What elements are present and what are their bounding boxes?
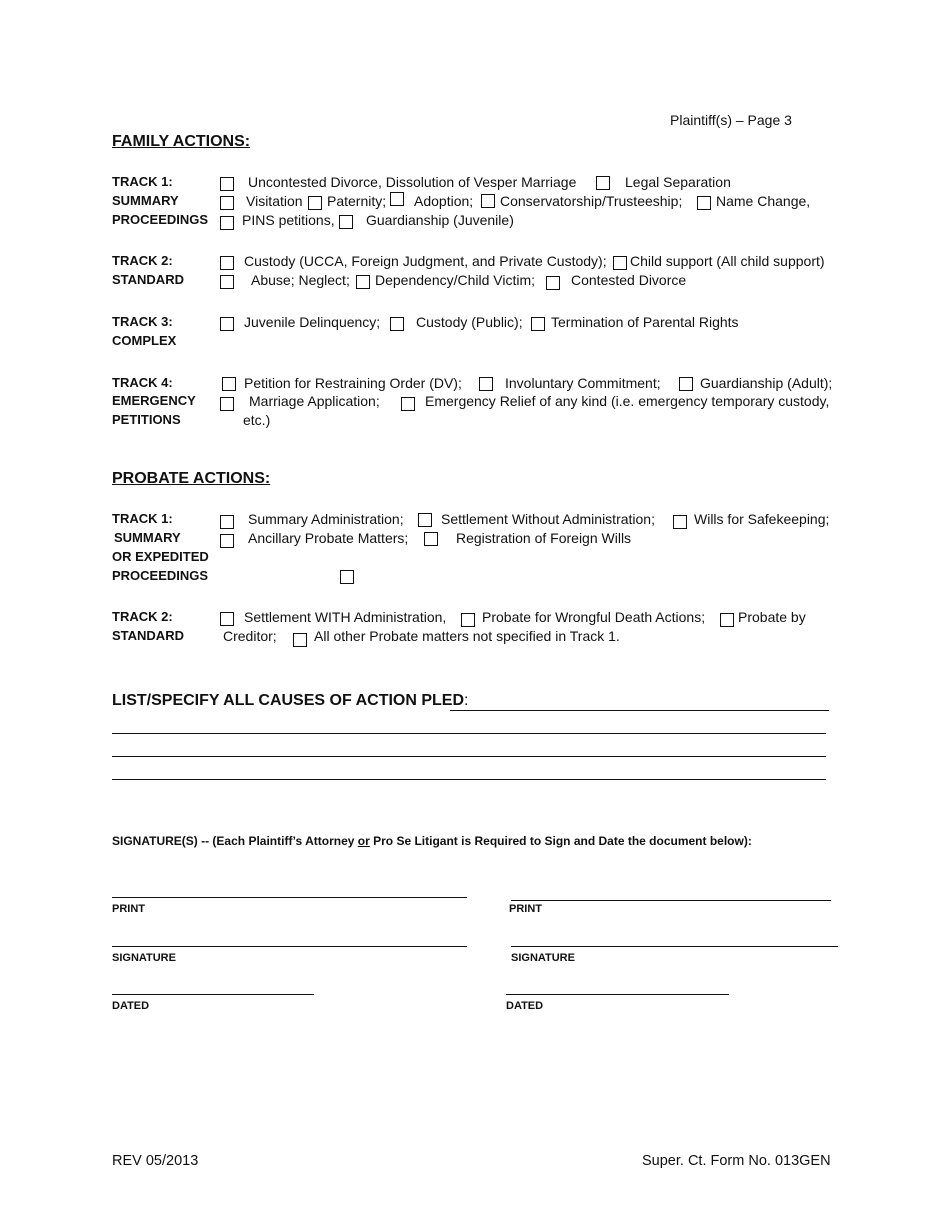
print-line-left[interactable]: [112, 897, 467, 898]
option-label: Registration of Foreign Wills: [456, 530, 632, 546]
option-label-continuation: Creditor;: [223, 628, 277, 644]
termination-parental-rights-checkbox[interactable]: [531, 317, 545, 331]
heading-text: SIGNATURE(S) -- (Each Plaintiff’s Attorney: [112, 834, 358, 848]
option-label: Child support (All child support): [630, 253, 825, 269]
dated-line-left[interactable]: [112, 994, 314, 995]
option-label: Ancillary Probate Matters;: [248, 530, 409, 546]
causes-input-line[interactable]: [450, 710, 829, 711]
option-label: Emergency Relief of any kind (i.e. emergency temporary custody,: [425, 393, 830, 409]
heading-text: Pro Se Litigant is Required to Sign and Date the document below):: [369, 834, 752, 848]
probate-actions-title: PROBATE ACTIONS:: [112, 470, 271, 487]
print-line-right[interactable]: [511, 900, 831, 901]
option-label: Wills for Safekeeping;: [694, 511, 830, 527]
track-label: TRACK 4:: [112, 375, 173, 390]
uncontested-divorce-checkbox[interactable]: [220, 177, 234, 191]
custody-public-checkbox[interactable]: [390, 317, 404, 331]
track-label: STANDARD: [112, 272, 184, 287]
option-label: Custody (Public);: [416, 314, 523, 330]
option-label: Visitation: [246, 193, 303, 209]
all-other-probate-checkbox[interactable]: [293, 633, 307, 647]
conservatorship-checkbox[interactable]: [481, 194, 495, 208]
child-support-checkbox[interactable]: [613, 256, 627, 270]
emergency-relief-checkbox[interactable]: [401, 397, 415, 411]
option-label: Legal Separation: [625, 174, 731, 190]
track-label: TRACK 2:: [112, 253, 173, 268]
signatures-heading: [112, 834, 752, 848]
guardianship-juvenile-checkbox[interactable]: [339, 215, 353, 229]
settlement-without-administration-checkbox[interactable]: [418, 513, 432, 527]
track-label: TRACK 2:: [112, 609, 173, 624]
track-label: SUMMARY: [114, 530, 181, 545]
option-label: Summary Administration;: [248, 511, 404, 527]
dated-line-right[interactable]: [506, 994, 729, 995]
pins-petitions-checkbox[interactable]: [220, 216, 234, 230]
option-label: Name Change,: [716, 193, 811, 209]
dated-label: DATED: [506, 1000, 544, 1012]
guardianship-adult-checkbox[interactable]: [679, 377, 693, 391]
summary-administration-checkbox[interactable]: [220, 515, 234, 529]
signature-line-left[interactable]: [112, 946, 467, 947]
custody-checkbox[interactable]: [220, 256, 234, 270]
involuntary-commitment-checkbox[interactable]: [479, 377, 493, 391]
print-label: PRINT: [112, 903, 145, 915]
option-label: Dependency/Child Victim;: [375, 272, 536, 288]
option-label: Juvenile Delinquency;: [244, 314, 381, 330]
wills-safekeeping-checkbox[interactable]: [673, 515, 687, 529]
dated-label: DATED: [112, 1000, 150, 1012]
option-label: Probate for Wrongful Death Actions;: [482, 609, 706, 625]
option-label: Probate by: [738, 609, 806, 625]
visitation-checkbox[interactable]: [220, 196, 234, 210]
track-label: OR EXPEDITED: [112, 549, 209, 564]
settlement-with-administration-checkbox[interactable]: [220, 612, 234, 626]
signature-label: SIGNATURE: [511, 952, 575, 964]
adoption-checkbox[interactable]: [390, 192, 404, 206]
causes-input-line[interactable]: [112, 779, 826, 780]
option-label: Adoption;: [414, 193, 474, 209]
track-label: COMPLEX: [112, 333, 177, 348]
option-label: Marriage Application;: [249, 393, 380, 409]
option-label: Custody (UCCA, Foreign Judgment, and Private Custody);: [244, 253, 607, 269]
juvenile-delinquency-checkbox[interactable]: [220, 317, 234, 331]
name-change-checkbox[interactable]: [697, 196, 711, 210]
dependency-checkbox[interactable]: [356, 275, 370, 289]
track-label: PROCEEDINGS: [112, 568, 209, 583]
revision-label: REV 05/2013: [112, 1153, 199, 1169]
option-label: Petition for Restraining Order (DV);: [244, 375, 462, 391]
probate-by-creditor-checkbox[interactable]: [720, 613, 734, 627]
option-label: Conservatorship/Trusteeship;: [500, 193, 683, 209]
causes-label: LIST/SPECIFY ALL CAUSES OF ACTION PLED: [112, 692, 465, 709]
track-label: PROCEEDINGS: [112, 212, 209, 227]
signature-line-right[interactable]: [511, 946, 838, 947]
option-label: Paternity;: [327, 193, 387, 209]
track-label: STANDARD: [112, 628, 184, 643]
track-label: TRACK 1:: [112, 174, 173, 189]
option-label: Guardianship (Adult);: [700, 375, 833, 391]
wrongful-death-checkbox[interactable]: [461, 613, 475, 627]
contested-divorce-checkbox[interactable]: [546, 276, 560, 290]
abuse-neglect-checkbox[interactable]: [220, 275, 234, 289]
option-label: PINS petitions,: [242, 212, 335, 228]
track-label: TRACK 1:: [112, 511, 173, 526]
track-label: EMERGENCY: [112, 393, 196, 408]
registration-foreign-wills-checkbox[interactable]: [424, 532, 438, 546]
print-label: PRINT: [509, 903, 542, 915]
option-label-continuation: etc.): [243, 412, 271, 428]
option-label: Involuntary Commitment;: [505, 375, 661, 391]
causes-input-line[interactable]: [112, 733, 826, 734]
option-label: Guardianship (Juvenile): [366, 212, 514, 228]
form-number-label: Super. Ct. Form No. 013GEN: [642, 1153, 831, 1169]
paternity-checkbox[interactable]: [308, 196, 322, 210]
restraining-order-checkbox[interactable]: [222, 377, 236, 391]
causes-input-line[interactable]: [112, 756, 826, 757]
page-number-label: Plaintiff(s) – Page 3: [670, 112, 792, 128]
unlabeled-checkbox[interactable]: [340, 570, 354, 584]
track-label: PETITIONS: [112, 412, 181, 427]
marriage-application-checkbox[interactable]: [220, 397, 234, 411]
option-label: Contested Divorce: [571, 272, 687, 288]
causes-colon: :: [464, 692, 469, 709]
option-label: Abuse; Neglect;: [251, 272, 350, 288]
option-label: Settlement Without Administration;: [441, 511, 655, 527]
option-label: All other Probate matters not specified in Track 1.: [314, 628, 620, 644]
option-label: Uncontested Divorce, Dissolution of Vesper Marriage: [248, 174, 577, 190]
option-label: Termination of Parental Rights: [551, 314, 739, 330]
family-actions-title: FAMILY ACTIONS:: [112, 133, 251, 150]
option-label: Settlement WITH Administration,: [244, 609, 447, 625]
heading-or: or: [357, 834, 370, 848]
ancillary-probate-checkbox[interactable]: [220, 534, 234, 548]
signature-label: SIGNATURE: [112, 952, 176, 964]
track-label: SUMMARY: [112, 193, 179, 208]
legal-separation-checkbox[interactable]: [596, 176, 610, 190]
track-label: TRACK 3:: [112, 314, 173, 329]
